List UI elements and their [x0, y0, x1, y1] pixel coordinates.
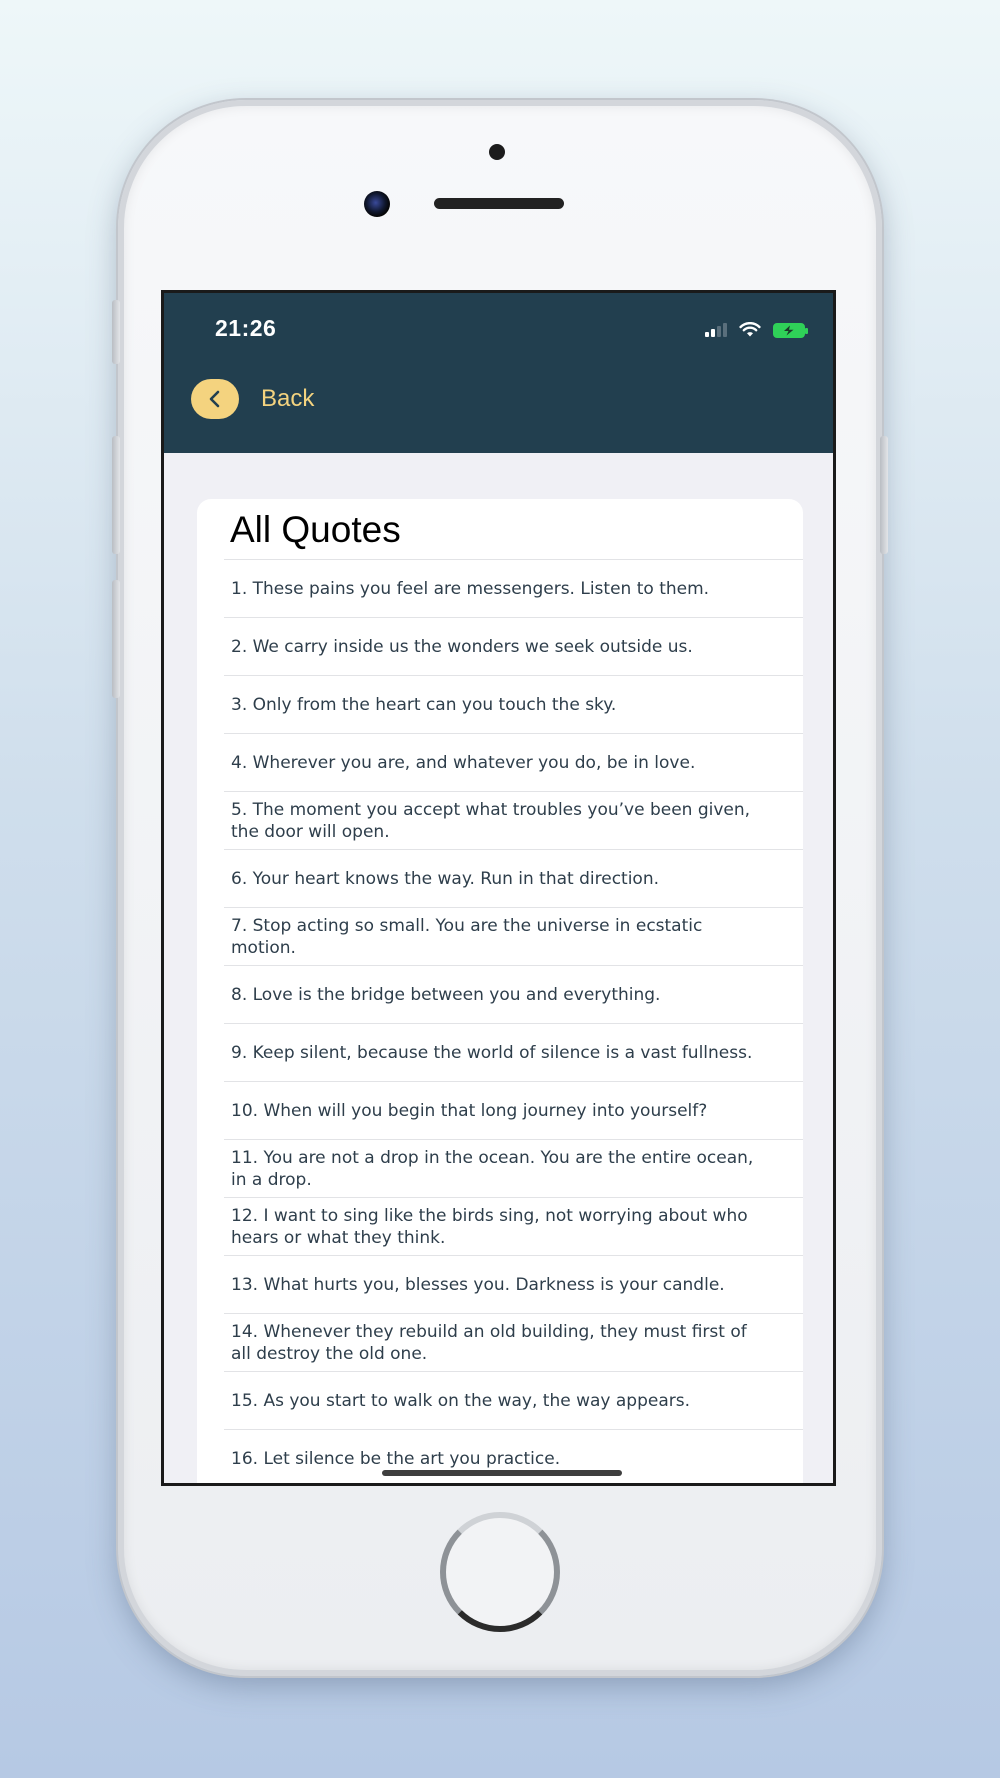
- home-button[interactable]: [440, 1512, 560, 1632]
- wifi-icon: [739, 322, 761, 338]
- back-label: Back: [261, 385, 315, 412]
- navigation-header: [164, 293, 833, 453]
- status-time: 21:26: [215, 315, 277, 341]
- list-item[interactable]: [224, 617, 803, 675]
- list-item[interactable]: [224, 1371, 803, 1429]
- list-item[interactable]: [224, 675, 803, 733]
- quote-text: 4. Wherever you are, and whatever you do, be in love.: [231, 752, 696, 773]
- quote-text: 9. Keep silent, because the world of silence is a vast fullness.: [231, 1042, 753, 1063]
- quote-text: 2. We carry inside us the wonders we seek outside us.: [231, 636, 693, 657]
- quotes-card: [197, 499, 803, 1486]
- list-item[interactable]: [224, 965, 803, 1023]
- list-item[interactable]: [224, 733, 803, 791]
- home-indicator[interactable]: [382, 1470, 622, 1476]
- list-item[interactable]: [224, 1313, 803, 1371]
- list-item[interactable]: [224, 1023, 803, 1081]
- back-circle: [191, 379, 239, 419]
- quote-text: 1. These pains you feel are messengers. Listen to them.: [231, 578, 710, 599]
- quote-text: 7. Stop acting so small. You are the universe in ecstatic motion.: [231, 915, 703, 958]
- quote-text: 14. Whenever they rebuild an old building, they must first of all destroy the old one.: [231, 1321, 747, 1364]
- list-item[interactable]: [224, 1429, 803, 1486]
- page-title: All Quotes: [230, 509, 401, 550]
- volume-up-button: [112, 436, 120, 554]
- list-item[interactable]: [224, 1081, 803, 1139]
- app-screen: [161, 290, 836, 1486]
- chevron-left-icon: [205, 389, 225, 409]
- list-item[interactable]: [224, 1139, 803, 1197]
- back-button[interactable]: [191, 379, 314, 419]
- list-item[interactable]: [224, 907, 803, 965]
- quote-text: 11. You are not a drop in the ocean. You are the entire ocean, in a drop.: [231, 1147, 754, 1190]
- volume-down-button: [112, 580, 120, 698]
- proximity-sensor: [489, 144, 505, 160]
- quote-text: 16. Let silence be the art you practice.: [231, 1448, 561, 1469]
- quote-text: 8. Love is the bridge between you and everything.: [231, 984, 661, 1005]
- quote-text: 10. When will you begin that long journey into yourself?: [231, 1100, 708, 1121]
- power-button: [880, 436, 888, 554]
- quote-list: [224, 559, 803, 1486]
- cellular-signal-icon: [705, 323, 727, 337]
- quote-text: 15. As you start to walk on the way, the way appears.: [231, 1390, 691, 1411]
- earpiece-speaker: [434, 198, 564, 209]
- quote-text: 13. What hurts you, blesses you. Darkness is your candle.: [231, 1274, 725, 1295]
- front-camera: [364, 191, 390, 217]
- quote-text: 5. The moment you accept what troubles you’ve been given, the door will open.: [231, 799, 751, 842]
- list-item[interactable]: [224, 559, 803, 617]
- list-item[interactable]: [224, 791, 803, 849]
- list-item[interactable]: [224, 1197, 803, 1255]
- mute-switch: [112, 300, 120, 364]
- quote-text: 3. Only from the heart can you touch the sky.: [231, 694, 617, 715]
- list-item[interactable]: [224, 849, 803, 907]
- battery-charging-icon: [773, 323, 805, 338]
- status-icons: [705, 320, 805, 340]
- quote-text: 12. I want to sing like the birds sing, not worrying about who hears or what they think.: [231, 1205, 748, 1248]
- quote-text: 6. Your heart knows the way. Run in that direction.: [231, 868, 660, 889]
- list-item[interactable]: [224, 1255, 803, 1313]
